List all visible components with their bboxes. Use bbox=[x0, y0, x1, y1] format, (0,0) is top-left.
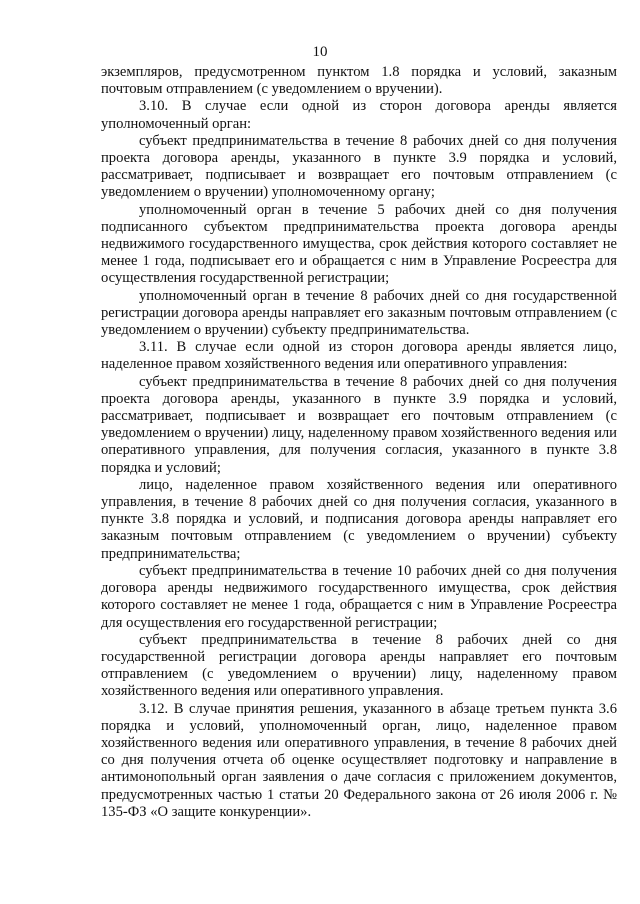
paragraph-3-10-subject: субъект предпринимательства в течение 8 рабочих дней со дня получения проекта договора аренды, указанного в пункте 3.9 порядка и условий, рассматривает, подписывает и возвращает его почтовым отправлением (с уведомлением о вручении) уполномоченному органу; bbox=[101, 132, 617, 201]
paragraph-3-12: 3.12. В случае принятия решения, указанного в абзаце третьем пункта 3.6 порядка и условий, уполномоченный орган, лицо, наделенное правом хозяйственного ведения или оперативного управления, в течение 8 рабочих дней со дня получения отчета об оценке осуществляет подготовку и направление в антимонопольный орган заявления о даче согласия с приложением документов, предусмотренных частью 1 статьи 20 Федерального закона от 26 июля 2006 г. № 135-ФЗ «О защите конкуренции». bbox=[101, 700, 617, 820]
page-number: 10 bbox=[312, 44, 328, 60]
paragraph-continuation: экземпляров, предусмотренном пунктом 1.8 порядка и условий, заказным почтовым отправлением (с уведомлением о вручении). bbox=[101, 64, 617, 98]
paragraph-3-11-subject-send: субъект предпринимательства в течение 8 рабочих дней со дня государственной регистрации договора аренды направляет его почтовым отправлением (с уведомлением о вручении) лицу, наделенному правом хозяйственного ведения или оперативного управления. bbox=[101, 631, 617, 700]
paragraph-3-10-authority-send: уполномоченный орган в течение 8 рабочих дней со дня государственной регистрации договора аренды направляет его заказным почтовым отправлением (с уведомлением о вручении) субъекту предпринимательства. bbox=[101, 287, 617, 339]
paragraph-3-10-authority-registration: уполномоченный орган в течение 5 рабочих дней со дня получения подписанного субъектом предпринимательства проекта договора аренды недвижимого государственного имущества, срок действия которого составляет не менее 1 года, подписывает его и обращается с ним в Управление Росреестра для осуществления государственной регистрации; bbox=[101, 201, 617, 287]
document-body bbox=[101, 64, 617, 821]
paragraph-3-11-subject: субъект предпринимательства в течение 8 рабочих дней со дня получения проекта договора аренды, указанного в пункте 3.9 порядка и условий, рассматривает, подписывает и возвращает его почтовым отправлением (с уведомлением о вручении) лицу, наделенному правом хозяйственного ведения или оперативного управления, для получения согласия, указанного в пункте 3.8 порядка и условий; bbox=[101, 373, 617, 476]
paragraph-3-11-person: лицо, наделенное правом хозяйственного ведения или оперативного управления, в течение 8 рабочих дней со дня получения согласия, указанного в пункте 3.8 порядка и условий, и подписания договора аренды направляет его заказным почтовым отправлением (с уведомлением о вручении) субъекту предпринимательства; bbox=[101, 476, 617, 562]
paragraph-3-11-subject-registration: субъект предпринимательства в течение 10 рабочих дней со дня получения договора аренды недвижимого государственного имущества, срок действия которого составляет не менее 1 года, обращается с ним в Управление Росреестра для осуществления его государственной регистрации; bbox=[101, 562, 617, 631]
paragraph-3-10: 3.10. В случае если одной из сторон договора аренды является уполномоченный орган: bbox=[101, 98, 617, 132]
paragraph-3-11: 3.11. В случае если одной из сторон договора аренды является лицо, наделенное правом хозяйственного ведения или оперативного управления: bbox=[101, 339, 617, 373]
